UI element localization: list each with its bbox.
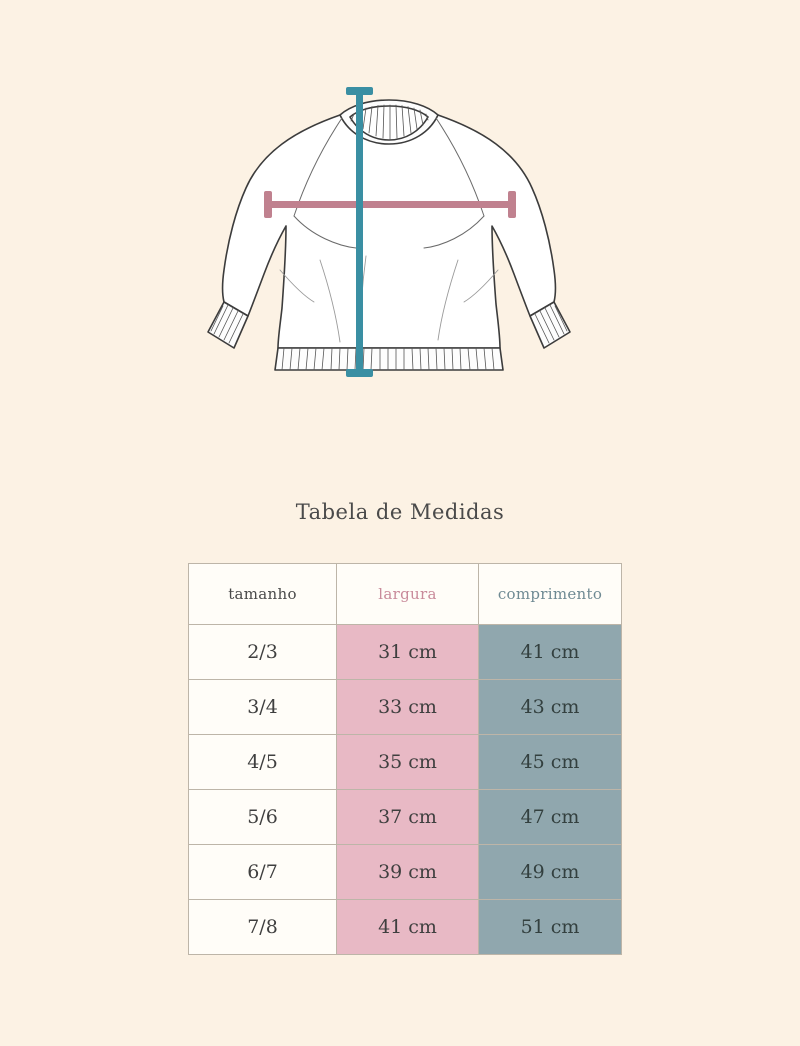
cell-tamanho: 2/3	[189, 625, 337, 680]
cell-comprimento: 51 cm	[479, 900, 622, 955]
sweatshirt-body-group	[208, 100, 570, 370]
table-row	[189, 625, 622, 680]
cell-comprimento: 43 cm	[479, 680, 622, 735]
cell-tamanho: 4/5	[189, 735, 337, 790]
column-header-comprimento: comprimento	[479, 564, 622, 625]
table-row	[189, 790, 622, 845]
column-header-tamanho: tamanho	[189, 564, 337, 625]
cell-comprimento: 41 cm	[479, 625, 622, 680]
cell-tamanho: 7/8	[189, 900, 337, 955]
cell-comprimento: 45 cm	[479, 735, 622, 790]
table-row	[189, 845, 622, 900]
garment-illustration	[0, 70, 800, 440]
cell-largura: 31 cm	[337, 625, 479, 680]
cell-tamanho: 5/6	[189, 790, 337, 845]
table-row	[189, 900, 622, 955]
page-title: Tabela de Medidas	[295, 500, 505, 524]
cell-comprimento: 49 cm	[479, 845, 622, 900]
sweatshirt-outline	[223, 115, 556, 348]
cell-largura: 41 cm	[337, 900, 479, 955]
cell-largura: 33 cm	[337, 680, 479, 735]
cell-tamanho: 3/4	[189, 680, 337, 735]
column-header-largura: largura	[337, 564, 479, 625]
measurements-table-wrapper	[188, 563, 612, 955]
cell-largura: 37 cm	[337, 790, 479, 845]
cell-largura: 39 cm	[337, 845, 479, 900]
table-row	[189, 680, 622, 735]
cell-largura: 35 cm	[337, 735, 479, 790]
table-header-row	[189, 564, 622, 625]
table-row	[189, 735, 622, 790]
cell-tamanho: 6/7	[189, 845, 337, 900]
measurements-table	[188, 563, 622, 955]
cell-comprimento: 47 cm	[479, 790, 622, 845]
